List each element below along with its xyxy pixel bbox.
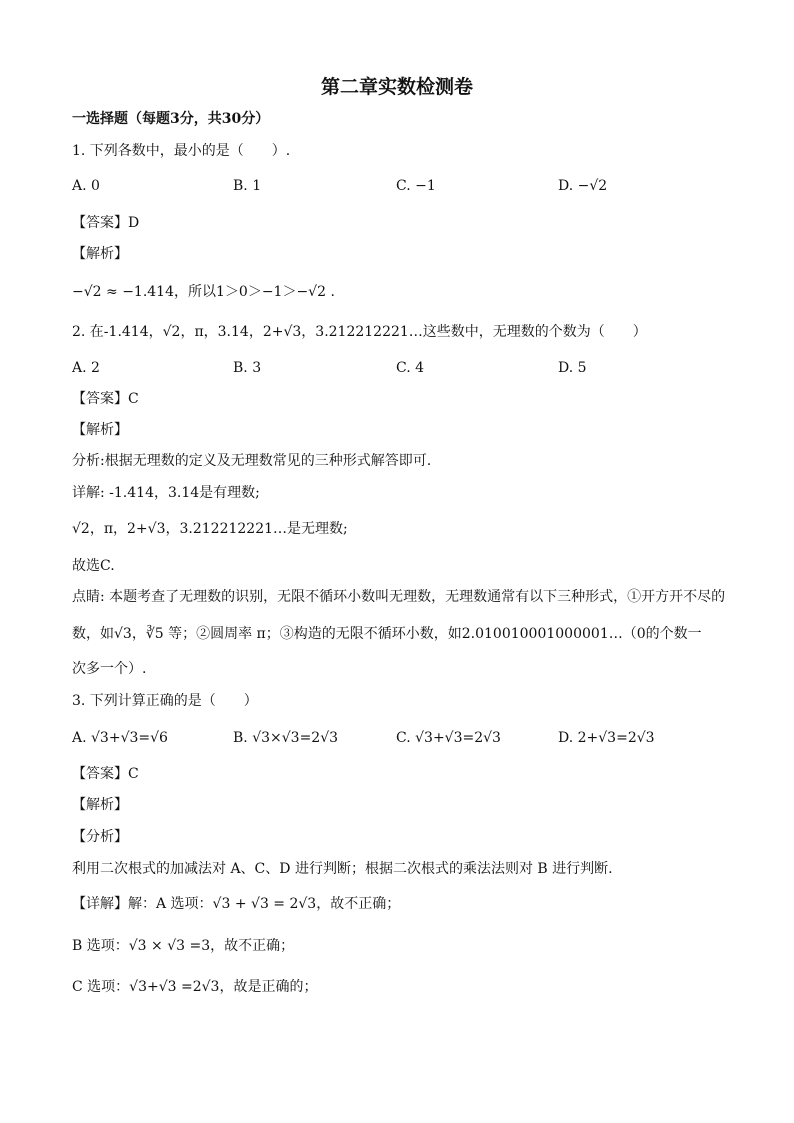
- q1-analysis: −√2 ≈ −1.414，所以1＞0＞−1＞−√2 .: [72, 284, 335, 300]
- question-3-stem: 3. 下列计算正确的是（ ）: [72, 693, 258, 709]
- q3-analysis-label: 【解析】: [72, 797, 128, 813]
- q2-option-a: A. 2: [72, 360, 100, 376]
- q2-analysis-line-1: 分析:根据无理数的定义及无理数常见的三种形式解答即可.: [72, 453, 432, 469]
- page-title: 第二章实数检测卷: [320, 76, 473, 98]
- q3-analysis-line-3: B 选项：√3 × √3 =3，故不正确；: [72, 938, 295, 954]
- q3-option-d: D. 2+√3=2√3: [558, 730, 655, 746]
- q3-answer: 【答案】C: [72, 766, 139, 782]
- q2-option-d: D. 5: [558, 360, 587, 376]
- q2-analysis-label: 【解析】: [72, 422, 128, 438]
- q2-answer: 【答案】C: [72, 391, 139, 407]
- q2-analysis-line-4: 故选C.: [72, 558, 115, 574]
- q3-option-a: A. √3+√3=√6: [72, 730, 168, 746]
- q3-analysis-line-4: C 选项：√3+√3 =2√3，故是正确的；: [72, 979, 318, 995]
- q3-option-b: B. √3×√3=2√3: [233, 730, 339, 746]
- question-2-stem: 2. 在-1.414，√2，π，3.14，2+√3，3.212212221…这些数中，无理数的个数为（ ）: [72, 324, 647, 340]
- q2-option-c: C. 4: [396, 360, 425, 376]
- q2-option-b: B. 3: [233, 360, 262, 376]
- q2-analysis-line-6: 数，如√3，∛5 等；②圆周率 π；③构造的无限不循环小数，如2.010010001000001…（0的个数一: [72, 626, 702, 642]
- q1-option-b: B. 1: [233, 178, 262, 194]
- q3-analysis-line-2: 【详解】解：A 选项：√3 + √3 = 2√3，故不正确；: [72, 896, 401, 912]
- q1-analysis-label: 【解析】: [72, 246, 128, 262]
- q2-analysis-line-7: 次多一个）.: [72, 661, 147, 677]
- q2-analysis-line-5: 点睛: 本题考查了无理数的识别，无限不循环小数叫无理数，无理数通常有以下三种形式，①开方开不尽的: [72, 589, 726, 605]
- q1-answer: 【答案】D: [72, 215, 140, 231]
- q2-analysis-line-2: 详解: -1.414，3.14是有理数;: [72, 485, 260, 501]
- q3-option-c: C. √3+√3=2√3: [396, 730, 501, 746]
- section-heading: 一选择题（每题3分，共30分）: [72, 111, 270, 127]
- q3-analysis-line-1: 利用二次根式的加减法对 A、C、D 进行判断；根据二次根式的乘法法则对 B 进行判断.: [72, 861, 613, 877]
- question-1-stem: 1. 下列各数中，最小的是（ ）.: [72, 143, 291, 159]
- q1-option-d: D. −√2: [558, 178, 608, 194]
- q2-analysis-line-3: √2，π，2+√3，3.212212221…是无理数;: [72, 521, 348, 537]
- q3-fenxi-label: 【分析】: [72, 829, 128, 845]
- q1-option-c: C. −1: [396, 178, 436, 194]
- q1-option-a: A. 0: [72, 178, 100, 194]
